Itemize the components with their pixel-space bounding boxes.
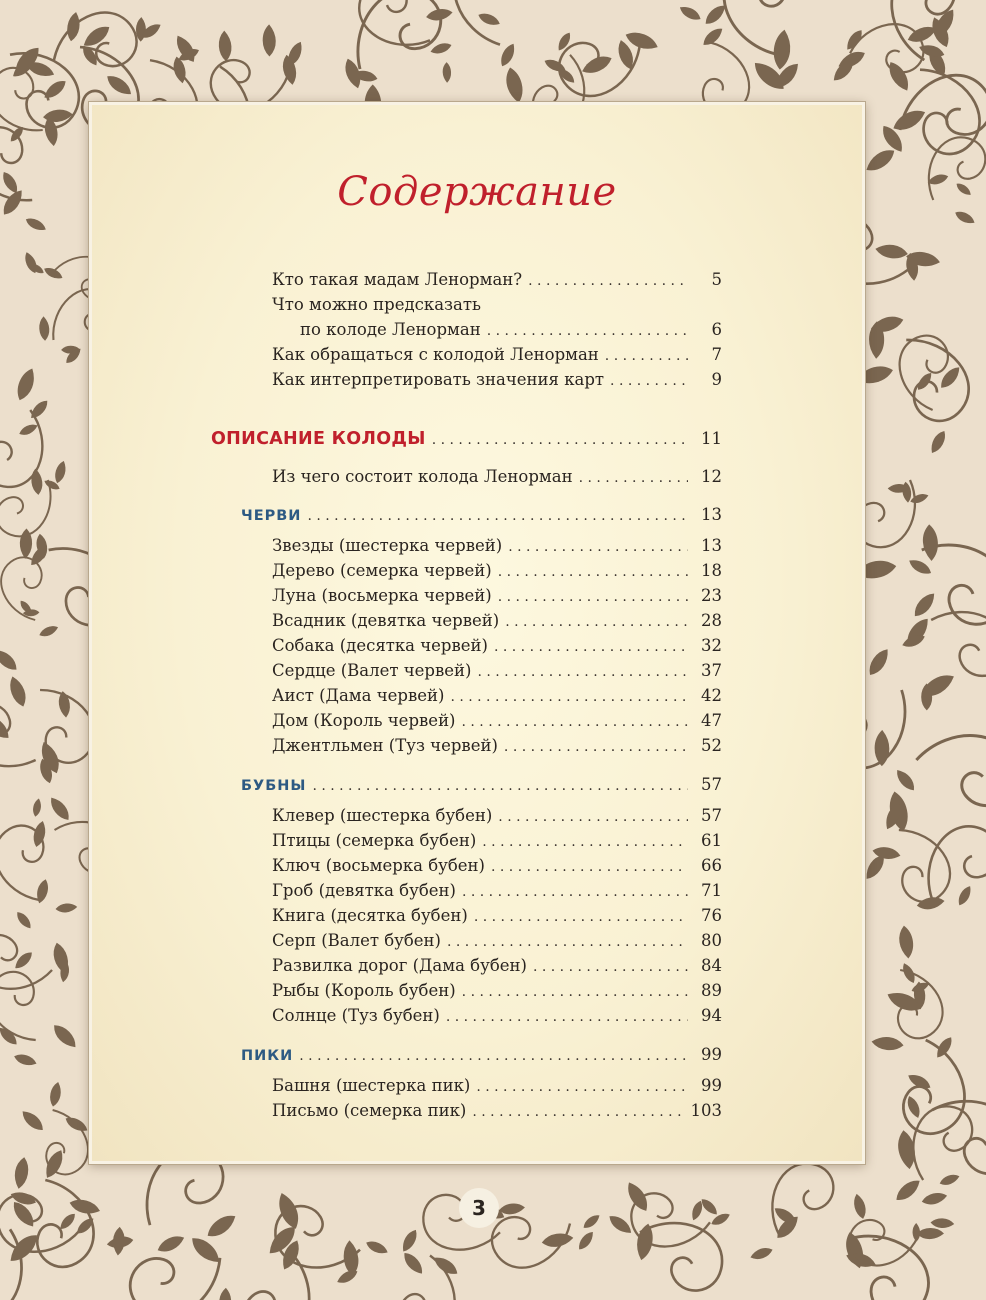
toc-entry[interactable]: Рыбы (Король бубен) . . . 89 — [272, 978, 722, 1003]
toc-entry[interactable]: Из чего состоит колода Ленорман . . . 12 — [272, 464, 722, 489]
toc-entry[interactable]: Собака (десятка червей) . . . 32 — [272, 633, 722, 658]
table-of-contents — [92, 105, 862, 1161]
toc-entry: Что можно предсказать — [272, 295, 482, 314]
toc-entry[interactable]: Сердце (Валет червей) . . . 37 — [272, 658, 722, 683]
toc-entry[interactable]: Ключ (восьмерка бубен) . . . 66 — [272, 853, 722, 878]
page-number: 3 — [472, 1196, 486, 1220]
toc-suit-heading-hearts[interactable]: ЧЕРВИ . . . 13 — [241, 502, 722, 527]
toc-entry[interactable]: Как обращаться с колодой Ленорман . . . 7 — [272, 342, 722, 367]
toc-entry[interactable]: Всадник (девятка червей) . . . 28 — [272, 608, 722, 633]
toc-entry[interactable]: Джентльмен (Туз червей) . . . 52 — [272, 733, 722, 758]
toc-entry[interactable]: Аист (Дама червей) . . . 42 — [272, 683, 722, 708]
toc-entry[interactable]: Дом (Король червей) . . . 47 — [272, 708, 722, 733]
toc-entry[interactable]: Птицы (семерка бубен) . . . 61 — [272, 828, 722, 853]
toc-entry[interactable]: Гроб (девятка бубен) . . . 71 — [272, 878, 722, 903]
toc-entry[interactable]: Как интерпретировать значения карт . . . 9 — [272, 367, 722, 392]
toc-entry[interactable]: Книга (десятка бубен) . . . 76 — [272, 903, 722, 928]
contents-panel — [89, 102, 865, 1164]
toc-entry[interactable]: Звезды (шестерка червей) . . . 13 — [272, 533, 722, 558]
page-title: Содержание — [337, 169, 617, 215]
toc-section-heading[interactable]: ОПИСАНИЕ КОЛОДЫ . . . 11 — [211, 426, 722, 451]
toc-entry[interactable]: Развилка дорог (Дама бубен) . . . 84 — [272, 953, 722, 978]
toc-entry[interactable]: Дерево (семерка червей) . . . 18 — [272, 558, 722, 583]
toc-entry[interactable]: Клевер (шестерка бубен) . . . 57 — [272, 803, 722, 828]
toc-entry[interactable]: Кто такая мадам Ленорман? . . . 5 — [272, 267, 722, 292]
toc-entry[interactable]: Луна (восьмерка червей) . . . 23 — [272, 583, 722, 608]
toc-entry[interactable]: Письмо (семерка пик) . . . 103 — [272, 1098, 722, 1123]
toc-suit-heading-spades[interactable]: ПИКИ . . . 99 — [241, 1042, 722, 1067]
toc-suit-heading-diamonds[interactable]: БУБНЫ . . . 57 — [241, 772, 722, 797]
toc-entry[interactable]: Солнце (Туз бубен) . . . 94 — [272, 1003, 722, 1028]
toc-entry[interactable]: по колоде Ленорман . . . 6 — [300, 317, 722, 342]
toc-entry[interactable]: Башня (шестерка пик) . . . 99 — [272, 1073, 722, 1098]
toc-entry[interactable]: Серп (Валет бубен) . . . 80 — [272, 928, 722, 953]
